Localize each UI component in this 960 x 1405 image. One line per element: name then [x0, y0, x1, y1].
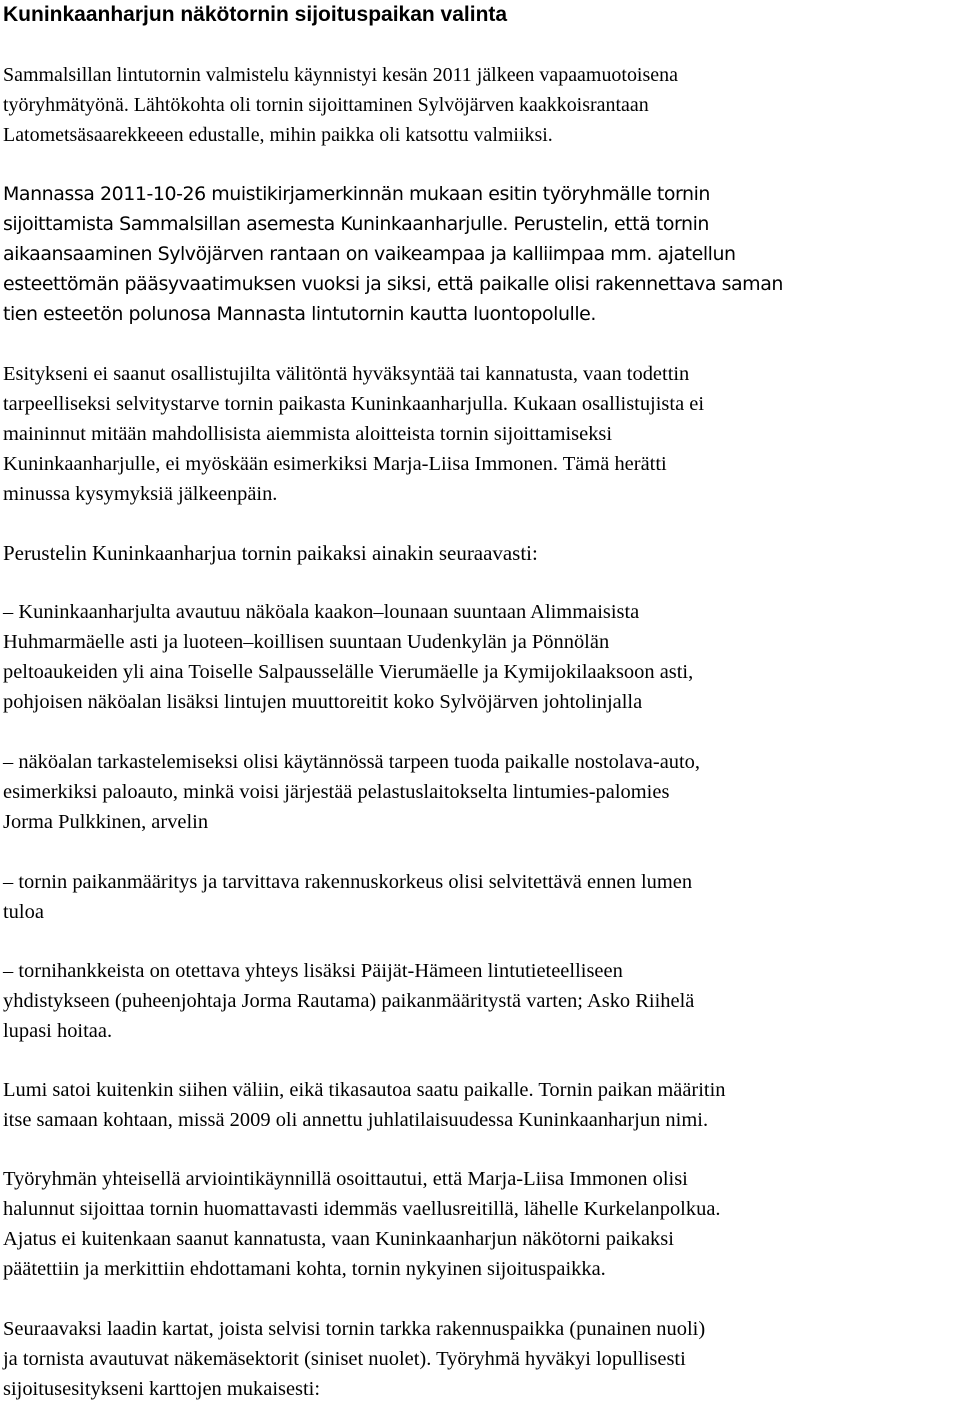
text-line: tien esteetön polunosa Mannasta lintutornin kautta luontopolulle. — [3, 303, 596, 325]
text-line: Jorma Pulkkinen, arvelin — [3, 811, 209, 833]
text-line: Huhmarmäelle asti ja luoteen–koillisen suuntaan Uudenkylän ja Pönnölän — [3, 631, 610, 653]
list-item-reason-4 — [3, 956, 959, 1046]
text-line: Esitykseni ei saanut osallistujilta välitöntä hyväksyntää tai kannatusta, vaan todettin — [3, 363, 690, 385]
paragraph-snow — [3, 1075, 959, 1135]
text-line: Perustelin Kuninkaanharjua tornin paikaksi ainakin seuraavasti: — [3, 541, 538, 565]
text-line: esteettömän pääsyvaatimuksen vuoksi ja siksi, että paikalle olisi rakennettava saman — [3, 273, 783, 295]
text-line: itse samaan kohtaan, missä 2009 oli annettu juhlatilaisuudessa Kuninkaanharjun nimi. — [3, 1109, 709, 1131]
text-line: ja tornista avautuvat näkemäsektorit (siniset nuolet). Työryhmä hyväkyi lopullisesti — [3, 1348, 686, 1370]
paragraph-proposal — [3, 359, 959, 509]
text-line: esimerkiksi paloauto, minkä voisi järjestää pelastuslaitokselta lintumies-palomies — [3, 781, 670, 803]
text-line: Mannassa 2011-10-26 muistikirjamerkinnän mukaan esitin työryhmälle tornin — [3, 183, 710, 205]
text-line: tuloa — [3, 901, 44, 923]
text-line: maininnut mitään mahdollisista aiemmista aloitteista tornin sijoittamiseksi — [3, 423, 613, 445]
text-line: – näköalan tarkastelemiseksi olisi käytännössä tarpeen tuoda paikalle nostolava-auto, — [3, 751, 701, 773]
text-line: Seuraavaksi laadin kartat, joista selvisi tornin tarkka rakennuspaikka (punainen nuoli) — [3, 1318, 706, 1340]
text-line: Ajatus ei kuitenkaan saanut kannatusta, vaan Kuninkaanharjun näkötorni paikaksi — [3, 1228, 674, 1250]
list-item-reason-2 — [3, 747, 959, 837]
paragraph-assessment — [3, 1164, 959, 1284]
text-line: Lumi satoi kuitenkin siihen väliin, eikä tikasautoa saatu paikalle. Tornin paikan määritin — [3, 1079, 726, 1101]
text-line: tarpeelliseksi selvitystarve tornin paikasta Kuninkaanharjulla. Kukaan osallistujista ei — [3, 393, 705, 415]
text-line: Sammalsillan lintutornin valmistelu käynnistyi kesän 2011 jälkeen vapaamuotoisena — [3, 64, 678, 86]
text-line: sijoitusesitykseni karttojen mukaisesti: — [3, 1378, 321, 1400]
paragraph-memo — [3, 179, 959, 329]
paragraph-intro — [3, 60, 959, 150]
text-line: Työryhmän yhteisellä arviointikäynnillä osoittautui, että Marja-Liisa Immonen olisi — [3, 1168, 688, 1190]
paragraph-reasons-intro — [3, 538, 959, 568]
list-item-reason-3 — [3, 867, 959, 927]
text-line: aikaansaaminen Sylvöjärven rantaan on vaikeampaa ja kalliimpaa mm. ajatellun — [3, 243, 736, 265]
text-line: – tornin paikanmääritys ja tarvittava rakennuskorkeus olisi selvitettävä ennen lumen — [3, 871, 693, 893]
text-line: – Kuninkaanharjulta avautuu näköala kaakon–lounaan suuntaan Alimmaisista — [3, 601, 640, 623]
text-line: minussa kysymyksiä jälkeenpäin. — [3, 483, 278, 505]
document-title: Kuninkaanharjun näkötornin sijoituspaikan valinta — [3, 3, 508, 26]
text-line: pohjoisen näköalan lisäksi lintujen muuttoreitit koko Sylvöjärven johtolinjalla — [3, 691, 643, 713]
text-line: työryhmätyönä. Lähtökohta oli tornin sijoittaminen Sylvöjärven kaakkoisrantaan — [3, 94, 649, 116]
text-line: yhdistykseen (puheenjohtaja Jorma Rautama) paikanmääritystä varten; Asko Riihelä — [3, 990, 695, 1012]
list-item-reason-1 — [3, 597, 959, 717]
text-line: – tornihankkeista on otettava yhteys lisäksi Päijät-Hämeen lintutieteelliseen — [3, 960, 623, 982]
text-line: lupasi hoitaa. — [3, 1020, 113, 1042]
text-line: sijoittamista Sammalsillan asemesta Kuninkaanharjulle. Perustelin, että tornin — [3, 213, 709, 235]
text-line: peltoaukeiden yli aina Toiselle Salpausselälle Vierumäelle ja Kymijokilaaksoon asti, — [3, 661, 694, 683]
text-line: Kuninkaanharjulle, ei myöskään esimerkiksi Marja-Liisa Immonen. Tämä herätti — [3, 453, 667, 475]
text-line: päätettiin ja merkittiin ehdottamani kohta, tornin nykyinen sijoituspaikka. — [3, 1258, 606, 1280]
text-line: Latometsäsaarekkeeen edustalle, mihin paikka oli katsottu valmiiksi. — [3, 124, 553, 146]
paragraph-maps — [3, 1314, 959, 1404]
text-line: halunnut sijoittaa tornin huomattavasti idemmäs vaellusreitillä, lähelle Kurkelanpolkua. — [3, 1198, 721, 1220]
